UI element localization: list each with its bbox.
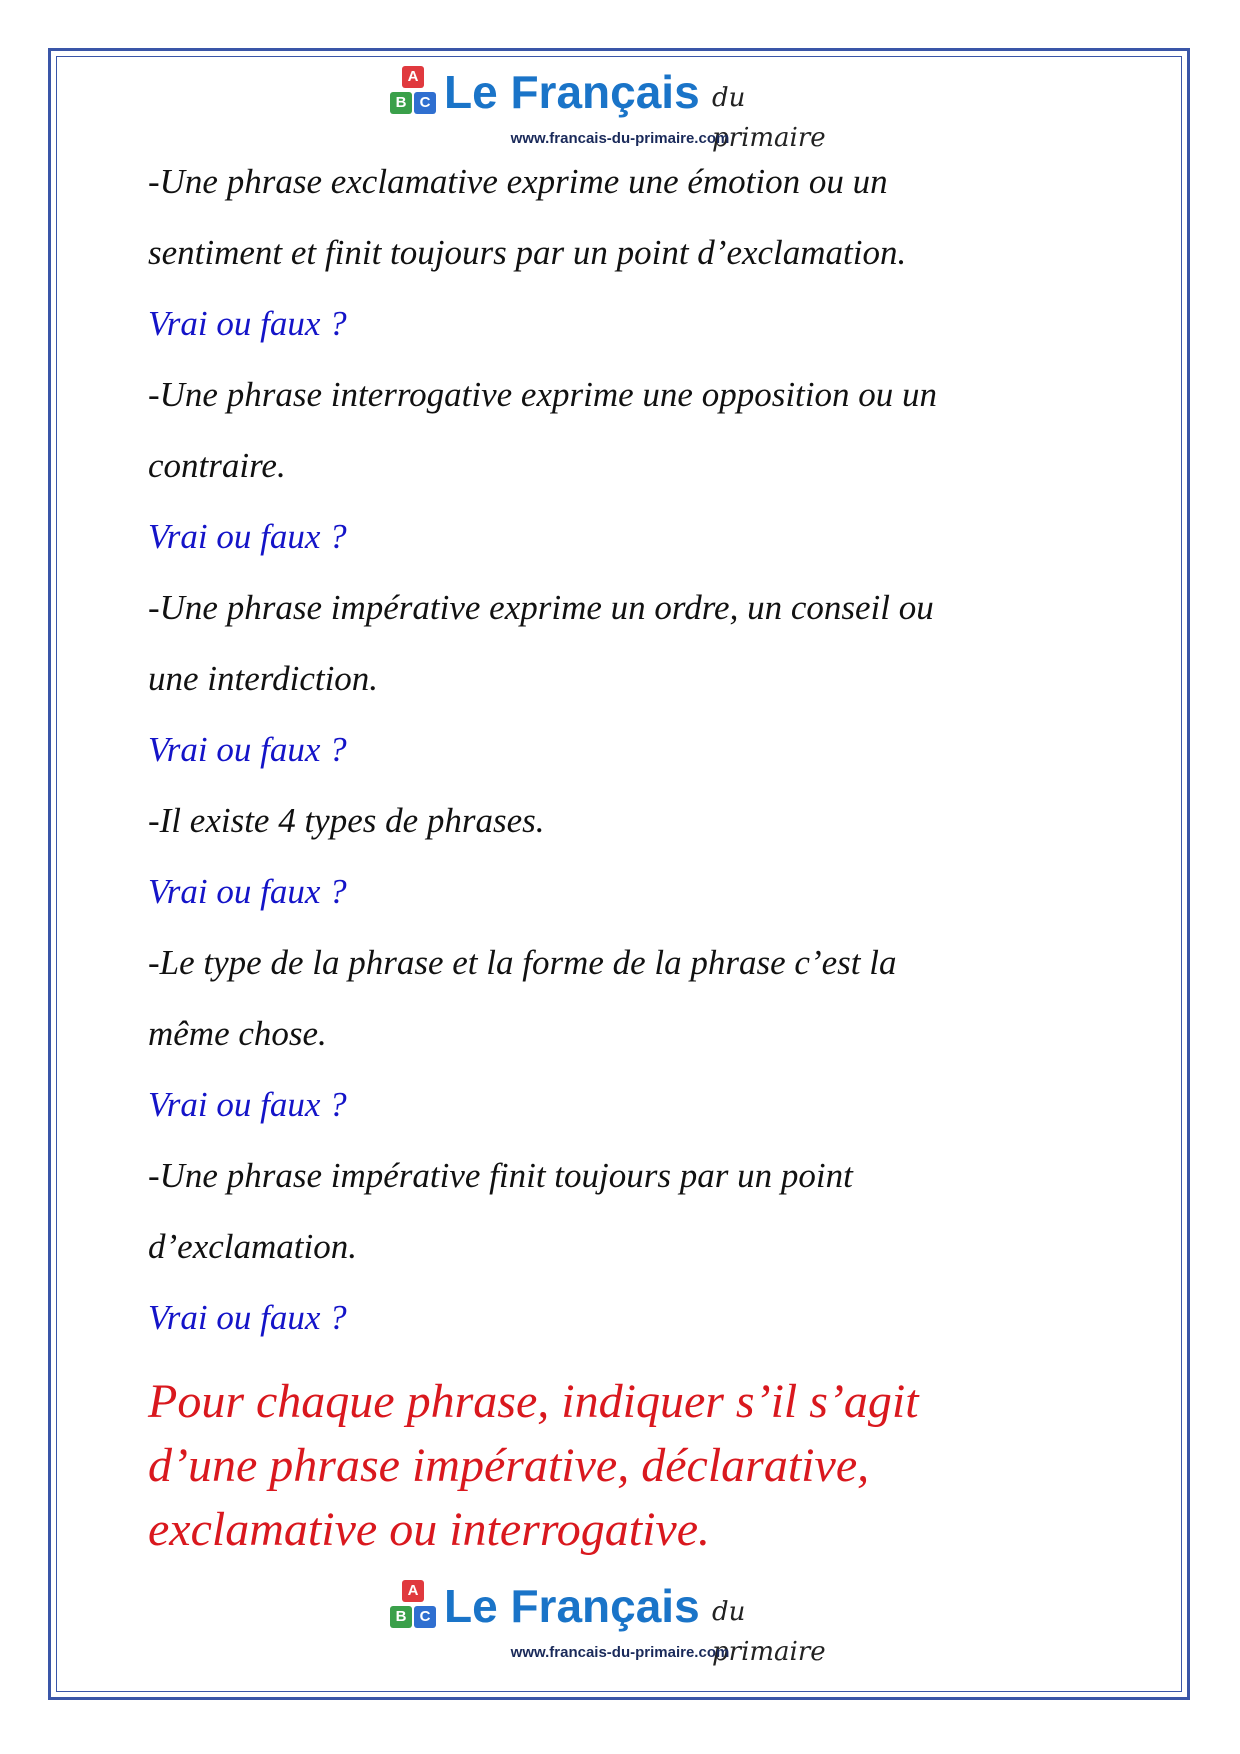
instruction-text: [148, 1370, 1108, 1562]
block-b: B: [390, 92, 412, 114]
statement-line: une interdiction.: [148, 659, 379, 698]
exercise-list: [148, 146, 1108, 1353]
statement-line: sentiment et finit toujours par un point d’exclamation.: [148, 233, 907, 272]
website-url: www.francais-du-primaire.com: [510, 130, 730, 147]
instruction-line: d’une phrase impérative, déclarative,: [148, 1439, 870, 1492]
exercise-item: [148, 572, 1108, 785]
block-a: A: [402, 66, 424, 88]
answer-prompt: Vrai ou faux ?: [148, 517, 347, 556]
answer-prompt: Vrai ou faux ?: [148, 1085, 347, 1124]
brand-tagline: du primaire: [712, 83, 826, 153]
statement-line: -Une phrase exclamative exprime une émotion ou un: [148, 162, 888, 201]
website-url: www.francais-du-primaire.com: [510, 1644, 730, 1661]
exercise-item: [148, 359, 1108, 572]
instruction-line: exclamative ou interrogative.: [148, 1503, 711, 1556]
exercise-item: [148, 785, 1108, 927]
statement-line: contraire.: [148, 446, 286, 485]
exercise-item: [148, 927, 1108, 1140]
answer-prompt: Vrai ou faux ?: [148, 1298, 347, 1337]
block-a: A: [402, 1580, 424, 1602]
block-c: C: [414, 1606, 436, 1628]
statement-line: -Le type de la phrase et la forme de la phrase c’est la: [148, 943, 897, 982]
instruction-line: Pour chaque phrase, indiquer s’il s’agit: [148, 1375, 919, 1428]
brand-name: Le Français: [444, 1580, 700, 1632]
exercise-item: [148, 146, 1108, 359]
block-b: B: [390, 1606, 412, 1628]
brand-name: Le Français: [444, 66, 700, 118]
exercise-item: [148, 1140, 1108, 1353]
block-c: C: [414, 92, 436, 114]
abc-blocks-icon: [390, 66, 438, 120]
answer-prompt: Vrai ou faux ?: [148, 872, 347, 911]
answer-prompt: Vrai ou faux ?: [148, 730, 347, 769]
answer-prompt: Vrai ou faux ?: [148, 304, 347, 343]
brand-tagline: du primaire: [712, 1597, 826, 1667]
statement-line: -Une phrase interrogative exprime une opposition ou un: [148, 375, 937, 414]
statement-line: d’exclamation.: [148, 1227, 357, 1266]
header-logo: [0, 64, 1240, 154]
statement-line: -Il existe 4 types de phrases.: [148, 801, 545, 840]
footer-logo: [0, 1578, 1240, 1668]
statement-line: même chose.: [148, 1014, 327, 1053]
statement-line: -Une phrase impérative exprime un ordre, un conseil ou: [148, 588, 934, 627]
abc-blocks-icon: [390, 1580, 438, 1634]
statement-line: -Une phrase impérative finit toujours par un point: [148, 1156, 853, 1195]
